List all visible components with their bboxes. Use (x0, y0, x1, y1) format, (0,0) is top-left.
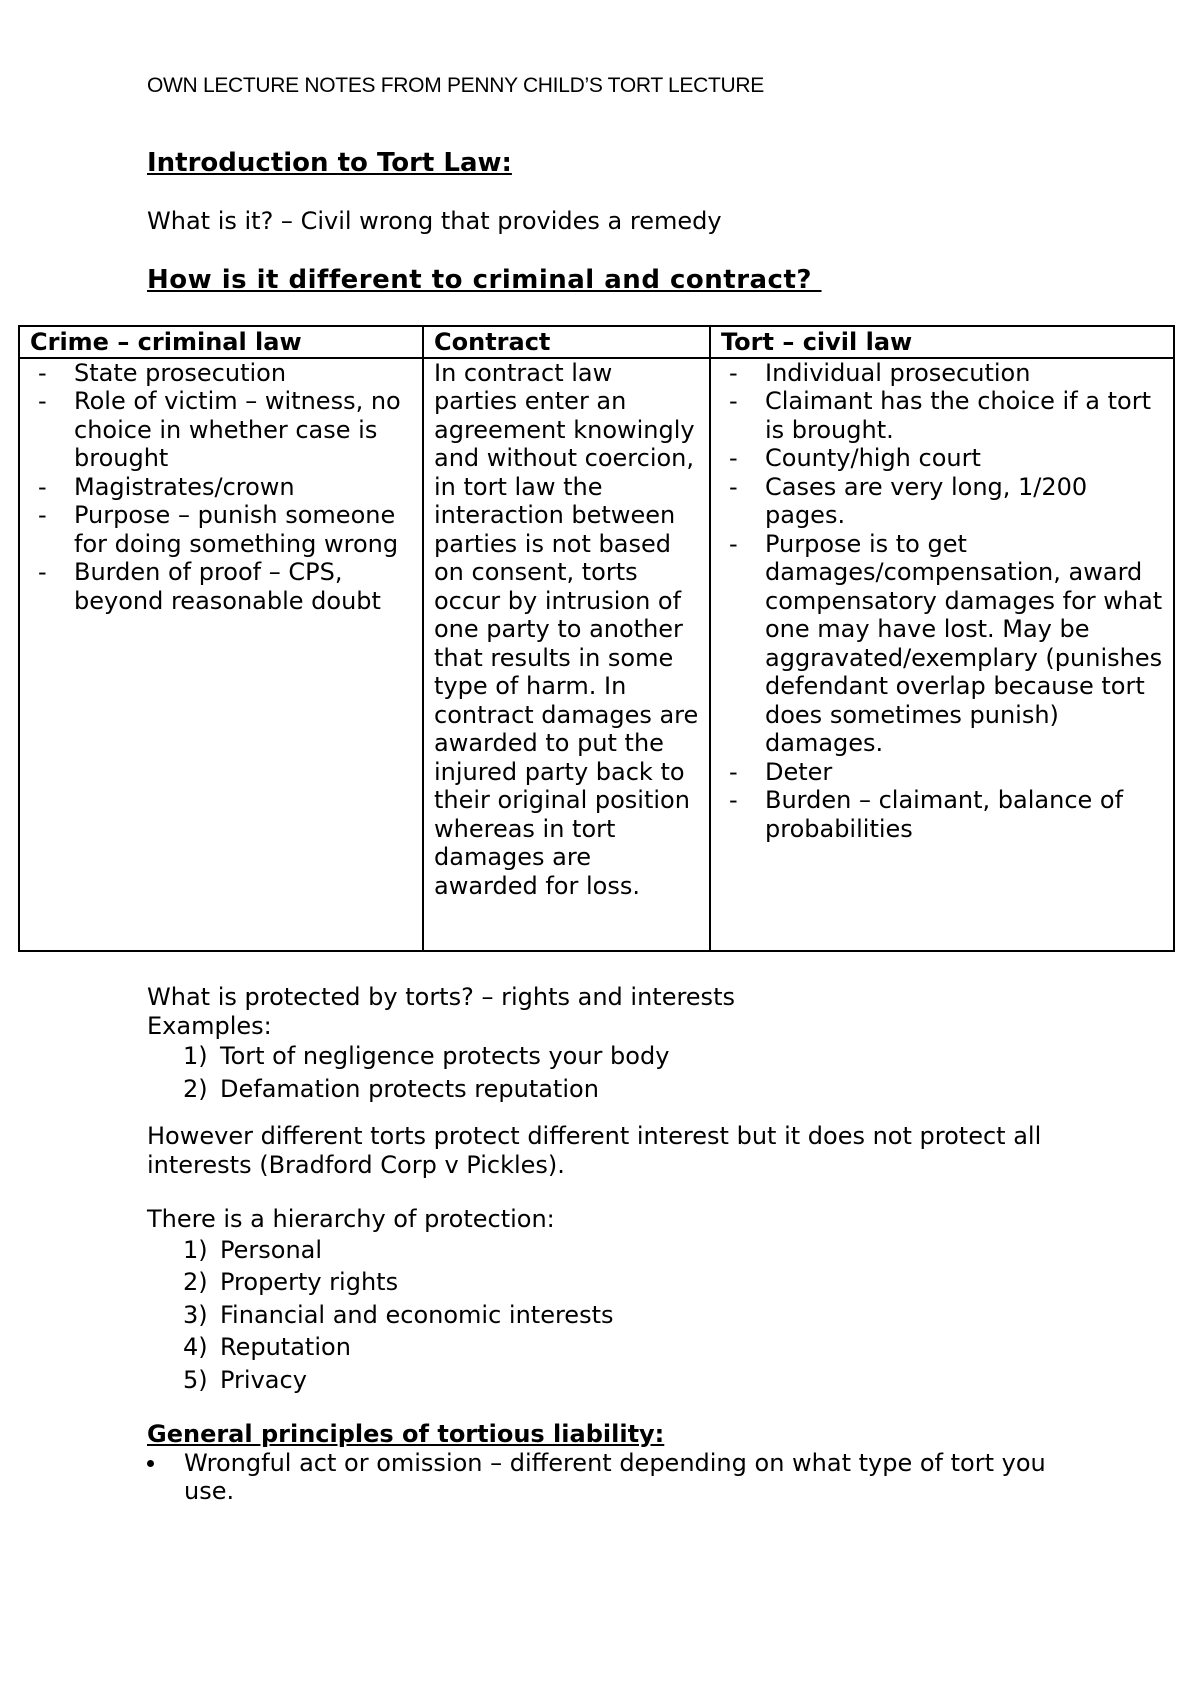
list-item-text: State prosecution (74, 358, 287, 387)
principles-section (147, 1420, 1097, 1506)
list-item-text: Personal (220, 1235, 323, 1264)
table-row (19, 358, 1174, 952)
list-item-text: Tort of negligence protects your body (220, 1042, 670, 1070)
principles-list (147, 1449, 1097, 1506)
list-item-text: Defamation protects reputation (220, 1075, 599, 1103)
dash-marker: - (38, 387, 47, 415)
hierarchy-list (147, 1234, 1097, 1397)
list-item (729, 529, 1163, 758)
list-item (729, 786, 1163, 843)
list-item (729, 472, 1163, 530)
list-item-text: Role of victim – witness, no choice in whether case is brought (74, 387, 401, 472)
list-item-text: Burden of proof – CPS, beyond reasonable doubt (74, 558, 381, 615)
list-item (147, 1449, 1097, 1506)
dash-marker: - (38, 358, 47, 387)
list-item-text: Individual prosecution (765, 358, 1031, 387)
contract-cell (423, 358, 710, 952)
dash-marker: - (729, 387, 738, 415)
list-item-text: Cases are very long, 1/200 pages. (765, 472, 1088, 529)
definition-line: What is it? – Civil wrong that provides a remedy (147, 207, 722, 235)
dash-marker: - (729, 786, 738, 814)
list-number: 1) (183, 1042, 208, 1070)
list-item (147, 1073, 1097, 1106)
hierarchy-intro: There is a hierarchy of protection: (147, 1205, 555, 1233)
tort-cell (710, 358, 1174, 952)
list-number: 2) (183, 1075, 208, 1103)
protected-section (147, 983, 1097, 1106)
header-contract: Contract (423, 326, 710, 358)
list-item-text: Privacy (220, 1365, 307, 1394)
examples-label: Examples: (147, 1011, 272, 1040)
list-item (147, 1266, 1097, 1299)
list-item (729, 444, 1163, 473)
page-title: Introduction to Tort Law: (147, 148, 512, 178)
list-item-text: Wrongful act or omission – different depending on what type of tort you use. (184, 1448, 1046, 1505)
list-number: 5) (183, 1365, 208, 1394)
dash-marker: - (38, 472, 47, 501)
dash-marker: - (729, 529, 738, 558)
crime-list (30, 359, 412, 616)
dash-marker: - (729, 444, 738, 472)
list-item-text: Purpose – punish someone for doing something wrong (74, 501, 399, 558)
dash-marker: - (729, 472, 738, 501)
list-item (147, 1299, 1097, 1332)
list-item (38, 387, 412, 473)
hierarchy-section (147, 1205, 1097, 1396)
header-crime: Crime – criminal law (19, 326, 423, 358)
list-number: 4) (183, 1333, 208, 1361)
list-item-text: Deter (765, 757, 833, 786)
protected-question: What is protected by torts? – rights and interests (147, 983, 735, 1011)
list-item (729, 757, 1163, 787)
list-item-text: Purpose is to get damages/compensation, award compensatory damages for what one may have lost. May be aggravated/exemplary (punishes defendant overlap because tort does sometimes punish) damages. (765, 529, 1163, 757)
list-item (729, 387, 1163, 444)
table-header-row (19, 326, 1174, 358)
list-item (147, 1364, 1097, 1397)
list-number: 3) (183, 1300, 208, 1329)
list-item (147, 1234, 1097, 1267)
header-tort: Tort – civil law (710, 326, 1174, 358)
list-item-text: Claimant has the choice if a tort is brought. (765, 387, 1152, 444)
list-item (147, 1040, 1097, 1073)
list-item (38, 501, 412, 558)
list-item-text: County/high court (765, 444, 981, 472)
list-number: 1) (183, 1235, 208, 1264)
however-section (147, 1122, 1097, 1179)
principles-heading: General principles of tortious liability: (147, 1420, 665, 1448)
comparison-heading: How is it different to criminal and contract? (147, 265, 822, 295)
list-item (147, 1331, 1097, 1364)
list-item-text: Property rights (220, 1268, 399, 1296)
list-number: 2) (183, 1268, 208, 1296)
contract-text: In contract law parties enter an agreement knowingly and without coercion, in tort law the interaction between parties is not based on consent, torts occur by intrusion of one party to another that results in some type of harm. In contract damages are awarded to put the injured party back to their original position whereas in tort damages are awarded for loss. (434, 358, 699, 900)
dash-marker: - (38, 558, 47, 586)
crime-cell (19, 358, 423, 952)
dash-marker: - (729, 757, 738, 786)
tort-list (721, 359, 1163, 844)
list-item (38, 472, 412, 502)
page-header: OWN LECTURE NOTES FROM PENNY CHILD’S TORT LECTURE (147, 74, 764, 97)
list-item (38, 358, 412, 388)
examples-list (147, 1040, 1097, 1106)
list-item (38, 558, 412, 615)
comparison-table (18, 325, 1175, 952)
dash-marker: - (38, 501, 47, 529)
list-item-text: Burden – claimant, balance of probabilities (765, 786, 1124, 843)
however-paragraph: However different torts protect different interest but it does not protect all interests (Bradford Corp v Pickles). (147, 1122, 1042, 1179)
dash-marker: - (729, 358, 738, 387)
list-item-text: Magistrates/crown (74, 472, 295, 501)
bullet-icon (147, 1460, 154, 1467)
list-item (729, 358, 1163, 388)
list-item-text: Reputation (220, 1333, 351, 1361)
list-item-text: Financial and economic interests (220, 1300, 614, 1329)
